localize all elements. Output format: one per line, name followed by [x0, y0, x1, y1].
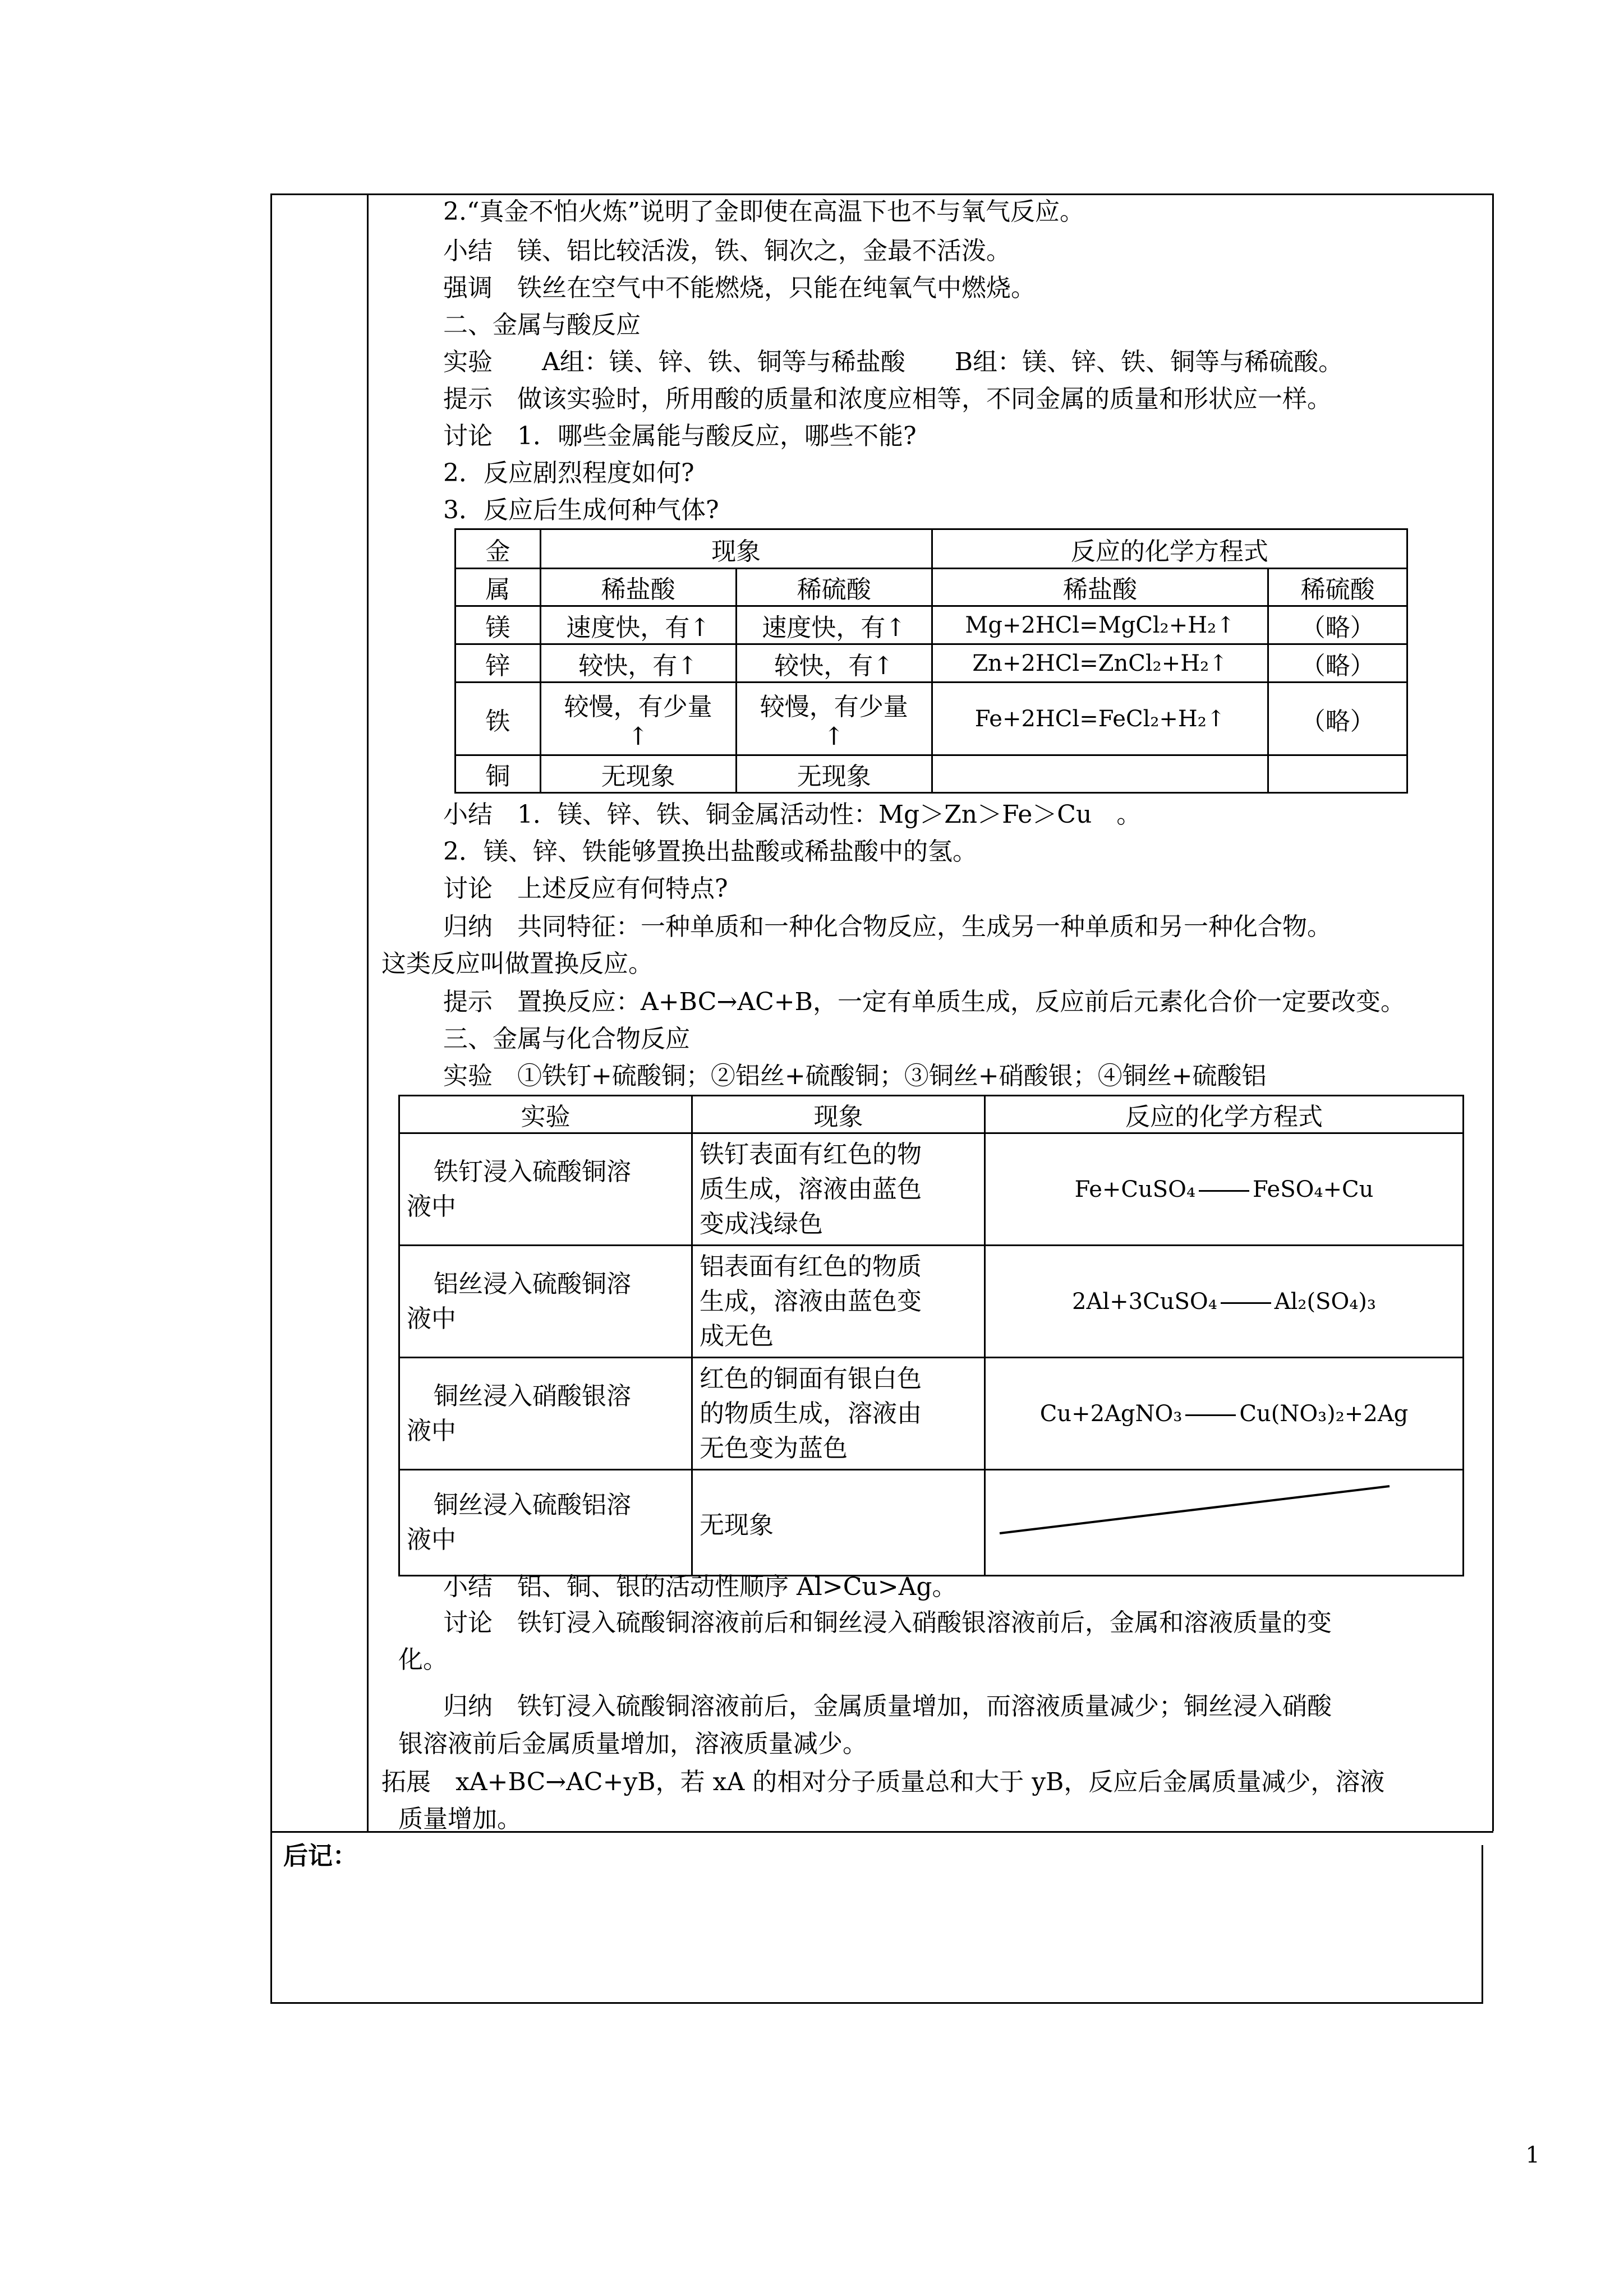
metal-header-top: 金 — [456, 529, 541, 569]
text-line: 3．反应后生成何种气体? — [443, 496, 719, 524]
table-row — [456, 683, 1407, 755]
text-line: 化。 — [398, 1645, 448, 1674]
metal-cell: 锌 — [456, 644, 541, 683]
text-line: 小结 镁、铝比较活泼，铁、铜次之，金最不活泼。 — [443, 237, 1011, 265]
experiment-cell — [399, 1358, 692, 1470]
equation-header: 反应的化学方程式 — [932, 529, 1407, 569]
phenomenon-line1: 铝表面有红色的物质 — [700, 1252, 922, 1281]
frame-left-line — [270, 193, 272, 2002]
experiment-header: 实验 — [399, 1096, 692, 1133]
table-row — [456, 644, 1407, 683]
text-line: 实验 A组：镁、锌、铁、铜等与稀盐酸 B组：镁、锌、铁、铜等与稀硫酸。 — [443, 348, 1344, 376]
phenomenon-line3: 无色变为蓝色 — [700, 1433, 848, 1463]
experiment-cell — [399, 1133, 692, 1246]
phenomenon-cell: 无现象 — [692, 1470, 985, 1576]
table-row — [399, 1133, 1464, 1246]
experiment-line1: 铝丝浸入硫酸铜溶 — [434, 1269, 631, 1298]
phenomenon-line1: 红色的铜面有银白色 — [700, 1364, 922, 1393]
phenomenon-cell — [692, 1246, 985, 1358]
text-line: 2.“真金不怕火炼”说明了金即使在高温下也不与氧气反应。 — [443, 197, 1084, 226]
table-row — [456, 755, 1407, 793]
no-reaction-slash-cell — [984, 1470, 1463, 1576]
experiment-line2: 液中 — [407, 1416, 456, 1445]
equation-cell: Fe+2HCl=FeCl₂+H₂↑ — [932, 683, 1268, 755]
text-line: 讨论 上述反应有何特点? — [443, 874, 728, 903]
frame-right-lower-line — [1482, 1845, 1483, 2002]
hcl-cell: 无现象 — [540, 755, 736, 793]
hcl-header: 稀盐酸 — [540, 569, 736, 606]
equation-right: FeSO₄+Cu — [1252, 1176, 1374, 1202]
equation-equals-line — [1185, 1414, 1236, 1416]
no-reaction-slash-line — [986, 1470, 1462, 1575]
section-heading: 三、金属与化合物反应 — [443, 1025, 690, 1053]
text-line: 实验 ①铁钉+硫酸铜；②铝丝+硫酸铜；③铜丝+硝酸银；④铜丝+硫酸铝 — [443, 1062, 1267, 1090]
metal-cell: 铁 — [456, 683, 541, 755]
equation-cell — [984, 1358, 1463, 1470]
h2so4-cell: 无现象 — [736, 755, 932, 793]
experiment-cell — [399, 1246, 692, 1358]
h2so4-cell: 较快，有↑ — [736, 644, 932, 683]
hcl-cell-line1: 较慢，有少量 — [564, 693, 712, 721]
table-row — [399, 1246, 1464, 1358]
text-line: 提示 做该实验时，所用酸的质量和浓度应相等，不同金属的质量和形状应一样。 — [443, 385, 1332, 413]
experiment-line2: 液中 — [407, 1304, 456, 1333]
frame-bottom-line — [270, 2002, 1483, 2004]
text-line: 2．反应剧烈程度如何? — [443, 459, 694, 487]
table-row — [399, 1358, 1464, 1470]
equation-left: 2Al+3CuSO₄ — [1072, 1288, 1217, 1315]
equation-h2so4-cell — [1268, 755, 1407, 793]
acid-reaction-table — [454, 528, 1408, 794]
metal-header-bottom: 属 — [456, 569, 541, 606]
phenomenon-line2: 质生成，溶液由蓝色 — [700, 1174, 922, 1204]
afterword-label: 后记： — [283, 1842, 357, 1870]
experiment-cell — [399, 1470, 692, 1576]
table-row — [399, 1470, 1464, 1576]
phenomenon-line2: 生成，溶液由蓝色变 — [700, 1287, 922, 1316]
equation-h2so4-cell: （略） — [1268, 683, 1407, 755]
page-number: 1 — [1525, 2142, 1540, 2168]
frame-right-line — [1492, 193, 1494, 1831]
phenomenon-line2: 的物质生成，溶液由 — [700, 1399, 922, 1428]
hcl-cell-line2: ↑ — [628, 722, 649, 751]
equation-left: Fe+CuSO₄ — [1074, 1176, 1195, 1202]
hcl-eq-header: 稀盐酸 — [932, 569, 1268, 606]
text-line: 讨论 铁钉浸入硫酸铜溶液前后和铜丝浸入硝酸银溶液前后，金属和溶液质量的变 — [443, 1608, 1332, 1637]
text-line: 2．镁、锌、铁能够置换出盐酸或稀盐酸中的氢。 — [443, 837, 977, 866]
equation-cell — [984, 1133, 1463, 1246]
phenomenon-header: 现象 — [692, 1096, 985, 1133]
table-row — [456, 606, 1407, 644]
text-line: 拓展 xA+BC→AC+yB，若 xA 的相对分子质量总和大于 yB，反应后金属质量减少，溶液 — [381, 1768, 1385, 1796]
h2so4-header: 稀硫酸 — [736, 569, 932, 606]
hcl-cell: 较快，有↑ — [540, 644, 736, 683]
section-heading: 二、金属与酸反应 — [443, 311, 641, 339]
text-line: 强调 铁丝在空气中不能燃烧，只能在纯氧气中燃烧。 — [443, 274, 1036, 302]
equation-h2so4-cell: （略） — [1268, 644, 1407, 683]
equation-cell — [984, 1246, 1463, 1358]
h2so4-cell-line1: 较慢，有少量 — [760, 693, 908, 721]
equation-header: 反应的化学方程式 — [984, 1096, 1463, 1133]
h2so4-cell — [736, 683, 932, 755]
equation-cell: Zn+2HCl=ZnCl₂+H₂↑ — [932, 644, 1268, 683]
experiment-line2: 液中 — [407, 1192, 456, 1221]
text-line: 小结 1．镁、锌、铁、铜金属活动性：Mg＞Zn＞Fe＞Cu 。 — [443, 800, 1142, 829]
equation-cell: Mg+2HCl=MgCl₂+H₂↑ — [932, 606, 1268, 644]
equation-equals-line — [1199, 1190, 1249, 1192]
experiment-line1: 铜丝浸入硝酸银溶 — [434, 1381, 631, 1410]
experiment-line1: 铜丝浸入硫酸铝溶 — [434, 1491, 631, 1519]
text-line: 归纳 共同特征：一种单质和一种化合物反应，生成另一种单质和另一种化合物。 — [443, 912, 1332, 941]
text-line: 这类反应叫做置换反应。 — [381, 949, 653, 978]
h2so4-eq-header: 稀硫酸 — [1268, 569, 1407, 606]
metal-cell: 铜 — [456, 755, 541, 793]
equation-right: Cu(NO₃)₂+2Ag — [1239, 1400, 1409, 1427]
equation-h2so4-cell: （略） — [1268, 606, 1407, 644]
experiment-line2: 液中 — [407, 1525, 456, 1554]
hcl-cell — [540, 683, 736, 755]
frame-top-line — [270, 193, 1493, 195]
h2so4-cell: 速度快，有↑ — [736, 606, 932, 644]
h2so4-cell-line2: ↑ — [823, 722, 845, 751]
text-line: 小结 铝、铜、银的活动性顺序 Al>Cu>Ag。 — [443, 1573, 957, 1601]
text-line: 归纳 铁钉浸入硫酸铜溶液前后，金属质量增加，而溶液质量减少；铜丝浸入硝酸 — [443, 1692, 1332, 1721]
phenomenon-line1: 铁钉表面有红色的物 — [700, 1140, 922, 1169]
equation-left: Cu+2AgNO₃ — [1039, 1400, 1183, 1427]
text-line: 银溶液前后金属质量增加，溶液质量减少。 — [398, 1730, 867, 1758]
phenomenon-cell — [692, 1133, 985, 1246]
text-line: 质量增加。 — [398, 1805, 522, 1833]
equation-cell — [932, 755, 1268, 793]
text-line: 提示 置换反应：A+BC→AC+B，一定有单质生成，反应前后元素化合价一定要改变。 — [443, 988, 1405, 1016]
metal-cell: 镁 — [456, 606, 541, 644]
hcl-cell: 速度快，有↑ — [540, 606, 736, 644]
phenomenon-line3: 成无色 — [700, 1321, 774, 1350]
equation-equals-line — [1221, 1302, 1271, 1304]
equation-right: Al₂(SO₄)₃ — [1274, 1288, 1376, 1315]
phenomenon-cell — [692, 1358, 985, 1470]
frame-inner-left-line — [367, 193, 369, 1831]
text-line: 讨论 1．哪些金属能与酸反应，哪些不能? — [443, 422, 917, 450]
compound-reaction-table — [398, 1095, 1464, 1576]
phenomenon-line3: 变成浅绿色 — [700, 1209, 823, 1238]
experiment-line1: 铁钉浸入硫酸铜溶 — [434, 1157, 631, 1186]
phenomenon-header: 现象 — [540, 529, 932, 569]
